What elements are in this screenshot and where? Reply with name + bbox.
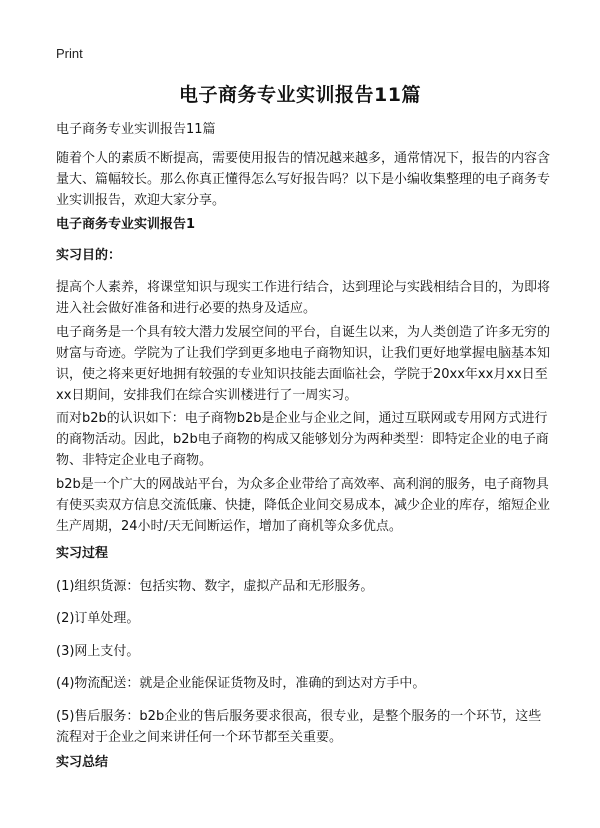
subtitle: 电子商务专业实训报告11篇 — [56, 122, 216, 137]
intro-paragraph: 随着个人的素质不断提高，需要使用报告的情况越来越多，通常情况下，报告的内容含量大、篇幅较长。那么你真正懂得怎么写好报告吗？以下是小编收集整理的电子商务专业实训报告，欢迎大家分享。 — [56, 151, 551, 208]
process-item: (5)售后服务：b2b企业的售后服务要求很高，很专业，是整个服务的一个环节，这些流程对于企业之间来讲任何一个环节都至关重要。 — [56, 709, 542, 745]
purpose-paragraph-3: 而对b2b的认识如下：电子商物b2b是企业与企业之间，通过互联网或专用网方式进行的商物活动。因此，b2b电子商物的构成又能够划分为两种类型：即特定企业的电子商物、非特定企业电子商物。 — [56, 411, 549, 468]
purpose-heading: 实习目的： — [56, 248, 122, 263]
purpose-paragraph-1: 提高个人素养，将课堂知识与现实工作进行结合，达到理论与实践相结合目的，为即将进入社会做好准备和进行必要的热身及适应。 — [56, 280, 551, 316]
print-link[interactable]: Print — [56, 46, 83, 61]
process-item: (4)物流配送：就是企业能保证货物及时，准确的到达对方手中。 — [56, 676, 426, 691]
section-heading-report1: 电子商务专业实训报告1 — [56, 217, 196, 232]
purpose-paragraph-2: 电子商务是一个具有较大潜力发展空间的平台，自诞生以来，为人类创造了许多无穷的财富与奇迹。学院为了让我们学到更多地电子商物知识，让我们更好地掌握电脑基本知识，使之将来更好地拥有较强的专业知识技能去面临社会，学院于20xx年xx月xx日至xx日期间，安排我们在综合实训楼进行了一周实习。 — [56, 325, 551, 403]
page-title: 电子商务专业实训报告11篇 — [179, 84, 421, 106]
process-heading: 实习过程 — [56, 546, 109, 561]
process-item: (1)组织货源：包括实物、数字，虚拟产品和无形服务。 — [56, 579, 374, 594]
summary-heading: 实习总结 — [56, 755, 109, 770]
purpose-paragraph-4: b2b是一个广大的网战站平台，为众多企业带给了高效率、高利润的服务，电子商物具有使买卖双方信息交流低廉、快捷，降低企业间交易成本，减少企业的库存，缩短企业生产周期，24小时/天无间断运作，增加了商机等众多优点。 — [56, 477, 551, 534]
process-item: (2)订单处理。 — [56, 611, 140, 626]
process-item: (3)网上支付。 — [56, 644, 140, 659]
